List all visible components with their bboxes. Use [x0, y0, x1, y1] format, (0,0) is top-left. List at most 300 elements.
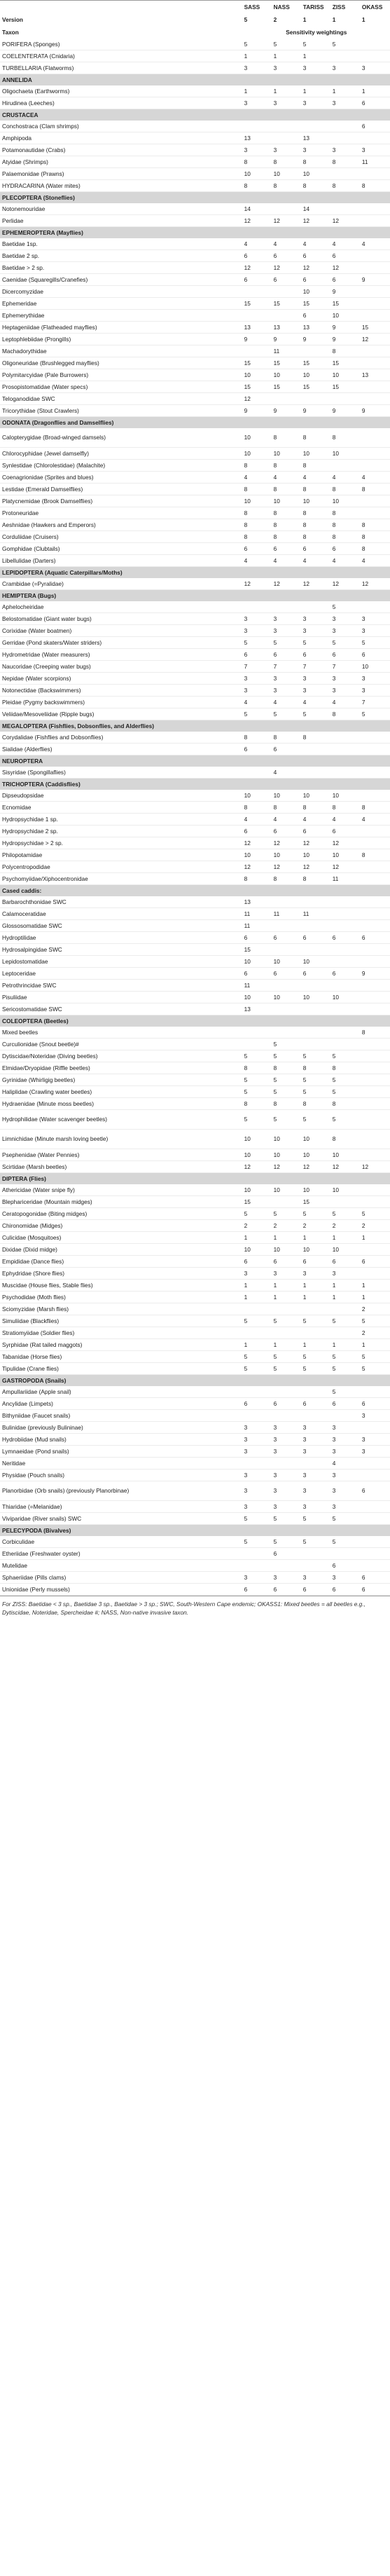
weight-cell: 8	[272, 802, 302, 814]
weight-cell: 10	[331, 992, 361, 1003]
taxon-cell: Oligoneuridae (Brushlegged mayflies)	[0, 357, 243, 369]
weight-cell: 12	[272, 215, 302, 227]
weight-cell: 10	[272, 495, 302, 507]
weight-cell: 8	[302, 1062, 331, 1074]
column-header: SASS	[243, 1, 272, 14]
weight-cell: 7	[361, 697, 390, 708]
weight-cell: 12	[331, 578, 361, 590]
weight-cell: 6	[243, 744, 272, 755]
weight-cell: 5	[272, 1536, 302, 1548]
weight-cell: 10	[331, 849, 361, 861]
weight-cell	[243, 286, 272, 298]
taxon-cell: Hydropsychidae 2 sp.	[0, 825, 243, 837]
weight-cell: 12	[272, 262, 302, 274]
taxon-cell: Hydraenidae (Minute moss beetles)	[0, 1098, 243, 1110]
weight-cell	[272, 944, 302, 956]
weight-cell	[361, 744, 390, 755]
weight-cell: 13	[361, 369, 390, 381]
weight-cell: 8	[302, 519, 331, 531]
weight-cell	[361, 1086, 390, 1098]
table-row	[0, 144, 390, 156]
weight-cell: 4	[361, 238, 390, 250]
weight-cell: 5	[302, 1513, 331, 1525]
weight-cell: 3	[272, 97, 302, 109]
weight-cell: 1	[243, 1280, 272, 1292]
weight-cell: 6	[243, 250, 272, 262]
taxon-cell: Naucoridae (Creeping water bugs)	[0, 661, 243, 673]
table-row	[0, 448, 390, 460]
weight-cell	[272, 601, 302, 613]
weight-cell: 6	[272, 825, 302, 837]
weight-cell: 11	[331, 873, 361, 885]
table-row	[0, 1501, 390, 1513]
table-row	[0, 767, 390, 779]
taxon-header-row	[0, 26, 390, 39]
weight-cell	[272, 310, 302, 322]
weight-cell: 8	[243, 180, 272, 192]
weight-cell: 3	[302, 673, 331, 685]
weight-cell: 3	[243, 613, 272, 625]
weight-cell	[302, 121, 331, 132]
weight-cell	[331, 1548, 361, 1560]
weight-cell	[361, 1422, 390, 1434]
table-row	[0, 1536, 390, 1548]
weight-cell: 5	[302, 1110, 331, 1130]
weight-cell	[302, 1458, 331, 1469]
group-label: EPHEMEROPTERA (Mayflies)	[0, 227, 390, 239]
weight-cell	[302, 1560, 331, 1572]
weight-cell: 10	[302, 1184, 331, 1196]
weight-cell: 3	[243, 625, 272, 637]
table-row	[0, 1481, 390, 1501]
weight-cell: 2	[302, 1220, 331, 1232]
weight-cell: 8	[302, 507, 331, 519]
weight-cell	[302, 345, 331, 357]
taxon-cell: Gyrinidae (Whirligig beetles)	[0, 1074, 243, 1086]
weight-cell: 8	[302, 428, 331, 448]
weight-cell: 1	[302, 1292, 331, 1303]
weight-cell: 4	[331, 814, 361, 825]
weight-cell	[361, 732, 390, 744]
weight-cell	[361, 601, 390, 613]
weight-cell: 6	[302, 825, 331, 837]
weight-cell: 3	[243, 1469, 272, 1481]
weight-cell	[361, 1130, 390, 1149]
table-row	[0, 507, 390, 519]
taxon-cell: Aeshnidae (Hawkers and Emperors)	[0, 519, 243, 531]
weight-cell: 2	[243, 1220, 272, 1232]
weight-cell: 3	[243, 97, 272, 109]
weight-cell: 10	[272, 448, 302, 460]
weight-cell	[272, 896, 302, 908]
weight-cell: 10	[331, 1184, 361, 1196]
weight-cell: 10	[302, 1149, 331, 1161]
weight-cell: 5	[243, 1536, 272, 1548]
taxon-cell: Muscidae (House flies, Stable flies)	[0, 1280, 243, 1292]
table-row	[0, 357, 390, 369]
table-row	[0, 1398, 390, 1410]
table-row	[0, 873, 390, 885]
weight-cell: 3	[302, 1469, 331, 1481]
weight-cell	[361, 310, 390, 322]
taxon-cell: PORIFERA (Sponges)	[0, 39, 243, 50]
weight-cell: 9	[361, 274, 390, 286]
weight-cell: 15	[243, 944, 272, 956]
column-header-row	[0, 1, 390, 14]
weight-cell: 3	[302, 1481, 331, 1501]
weight-cell: 4	[331, 238, 361, 250]
weight-cell	[302, 767, 331, 779]
weight-cell: 3	[272, 1446, 302, 1458]
weight-cell: 15	[272, 298, 302, 310]
weight-cell: 1	[302, 1232, 331, 1244]
weight-cell: 13	[302, 132, 331, 144]
weight-cell: 3	[331, 613, 361, 625]
taxon-cell: Pleidae (Pygmy backswimmers)	[0, 697, 243, 708]
weight-cell: 8	[302, 180, 331, 192]
weight-cell: 5	[272, 39, 302, 50]
weight-cell	[361, 393, 390, 405]
weight-cell: 9	[243, 405, 272, 417]
weight-cell: 1	[243, 85, 272, 97]
weight-cell: 8	[331, 1130, 361, 1149]
weight-cell	[361, 861, 390, 873]
table-row	[0, 1292, 390, 1303]
weight-cell	[331, 767, 361, 779]
table-row	[0, 62, 390, 74]
taxon-cell: Pisuliidae	[0, 992, 243, 1003]
group-header-row	[0, 227, 390, 239]
weight-cell: 10	[302, 956, 331, 968]
table-row	[0, 1232, 390, 1244]
weight-cell: 3	[302, 144, 331, 156]
weight-cell	[331, 1039, 361, 1050]
weight-cell: 3	[331, 685, 361, 697]
weight-cell: 12	[243, 1161, 272, 1173]
weight-cell	[302, 1548, 331, 1560]
table-row	[0, 1039, 390, 1050]
taxon-cell: Conchostraca (Clam shrimps)	[0, 121, 243, 132]
taxon-cell: Coenagrionidae (Sprites and blues)	[0, 472, 243, 484]
weight-cell	[361, 956, 390, 968]
table-row	[0, 944, 390, 956]
group-header-row	[0, 1173, 390, 1185]
weight-cell	[361, 1536, 390, 1548]
group-header-row	[0, 779, 390, 790]
weight-cell: 5	[272, 1363, 302, 1375]
taxon-cell: Haliplidae (Crawling water beetles)	[0, 1086, 243, 1098]
weight-cell: 8	[272, 460, 302, 472]
weight-cell: 3	[272, 1501, 302, 1513]
weight-cell	[331, 168, 361, 180]
weight-cell	[361, 767, 390, 779]
weight-cell: 3	[302, 613, 331, 625]
table-row	[0, 180, 390, 192]
version-number: 1	[331, 13, 361, 26]
weight-cell: 10	[243, 369, 272, 381]
weight-cell: 15	[331, 381, 361, 393]
table-row	[0, 601, 390, 613]
weight-cell: 9	[272, 334, 302, 345]
weight-cell: 6	[302, 543, 331, 555]
weight-cell: 3	[361, 1434, 390, 1446]
weight-cell	[361, 790, 390, 802]
weight-cell: 15	[243, 381, 272, 393]
taxon-cell: Sialidae (Alderflies)	[0, 744, 243, 755]
taxon-cell: Bulinidae (previously Bulininae)	[0, 1422, 243, 1434]
taxon-cell: Baetidae 2 sp.	[0, 250, 243, 262]
weight-cell	[243, 1303, 272, 1315]
table-row	[0, 685, 390, 697]
weight-cell: 6	[243, 825, 272, 837]
table-row	[0, 334, 390, 345]
weight-cell: 1	[272, 1232, 302, 1244]
taxon-cell: TURBELLARIA (Flatworms)	[0, 62, 243, 74]
weight-cell: 10	[243, 956, 272, 968]
weight-cell: 4	[272, 697, 302, 708]
table-row	[0, 980, 390, 992]
weight-cell: 5	[302, 1363, 331, 1375]
weight-cell: 5	[361, 1351, 390, 1363]
taxon-cell: Hydrobiidae (Mud snails)	[0, 1434, 243, 1446]
weight-cell: 3	[361, 62, 390, 74]
table-row	[0, 322, 390, 334]
weight-cell	[302, 1386, 331, 1398]
table-row	[0, 1327, 390, 1339]
weight-cell: 14	[302, 203, 331, 215]
weight-cell: 7	[243, 661, 272, 673]
table-row	[0, 1280, 390, 1292]
taxon-cell: Hydropsychidae > 2 sp.	[0, 837, 243, 849]
weight-cell: 10	[302, 790, 331, 802]
weight-cell: 1	[361, 1232, 390, 1244]
weight-cell: 3	[272, 1268, 302, 1280]
weight-cell: 12	[272, 837, 302, 849]
column-header: ZISS	[331, 1, 361, 14]
weight-cell: 4	[272, 472, 302, 484]
weight-cell: 15	[243, 1196, 272, 1208]
weight-cell: 2	[331, 1220, 361, 1232]
group-header-row	[0, 1375, 390, 1387]
table-row	[0, 1149, 390, 1161]
weight-cell: 5	[331, 1110, 361, 1130]
table-row	[0, 428, 390, 448]
weight-cell: 5	[302, 1315, 331, 1327]
table-row	[0, 393, 390, 405]
weight-cell: 12	[272, 1161, 302, 1173]
weight-cell: 11	[361, 156, 390, 168]
taxon-cell: Gerridae (Pond skaters/Water striders)	[0, 637, 243, 649]
weight-cell	[361, 298, 390, 310]
weight-cell: 12	[331, 215, 361, 227]
group-label: LEPIDOPTERA (Aquatic Caterpillars/Moths)	[0, 567, 390, 579]
weight-cell: 5	[302, 1351, 331, 1363]
weight-cell: 3	[302, 1572, 331, 1584]
weight-cell	[331, 944, 361, 956]
weight-cell	[361, 507, 390, 519]
taxon-cell: HYDRACARINA (Water mites)	[0, 180, 243, 192]
weight-cell: 4	[361, 555, 390, 567]
weight-cell: 15	[302, 357, 331, 369]
table-row	[0, 849, 390, 861]
weight-cell: 11	[243, 980, 272, 992]
weight-cell: 10	[302, 1244, 331, 1256]
taxon-cell: Psychodidae (Moth flies)	[0, 1292, 243, 1303]
weight-cell: 12	[272, 578, 302, 590]
table-row	[0, 1363, 390, 1375]
weight-cell: 3	[272, 1572, 302, 1584]
weight-cell: 6	[331, 649, 361, 661]
weight-cell: 10	[302, 849, 331, 861]
table-row	[0, 1268, 390, 1280]
weight-cell: 10	[331, 448, 361, 460]
weight-cell: 10	[302, 448, 331, 460]
weight-cell: 15	[361, 322, 390, 334]
weight-cell: 8	[302, 460, 331, 472]
table-row	[0, 968, 390, 980]
weight-cell	[243, 121, 272, 132]
weight-cell	[361, 250, 390, 262]
taxon-label: Taxon	[0, 26, 243, 39]
weight-cell	[243, 1548, 272, 1560]
version-number: 1	[361, 13, 390, 26]
weight-cell: 11	[243, 920, 272, 932]
weight-cell: 5	[331, 1351, 361, 1363]
weight-cell: 3	[243, 1572, 272, 1584]
weight-cell: 12	[243, 393, 272, 405]
weight-cell: 3	[361, 1410, 390, 1422]
weight-cell: 1	[272, 1280, 302, 1292]
taxon-cell: Chlorocyphidae (Jewel damselfly)	[0, 448, 243, 460]
weight-cell: 3	[243, 1422, 272, 1434]
weight-cell	[361, 1074, 390, 1086]
table-row	[0, 1315, 390, 1327]
weight-cell: 5	[272, 1050, 302, 1062]
taxon-cell: Protoneuridae	[0, 507, 243, 519]
table-row	[0, 405, 390, 417]
taxon-cell: Simuliidae (Blackflies)	[0, 1315, 243, 1327]
taxon-cell: Sphaeriidae (Pills clams)	[0, 1572, 243, 1584]
weight-cell: 3	[272, 1481, 302, 1501]
taxon-cell: Mixed beetles	[0, 1027, 243, 1039]
table-row	[0, 1208, 390, 1220]
weight-cell: 12	[331, 1161, 361, 1173]
weight-cell: 5	[361, 708, 390, 720]
taxon-cell: Polycentropodidae	[0, 861, 243, 873]
weight-cell	[331, 896, 361, 908]
weight-cell: 9	[302, 334, 331, 345]
weight-cell: 3	[331, 1481, 361, 1501]
table-row	[0, 578, 390, 590]
weight-cell: 9	[361, 968, 390, 980]
table-row	[0, 1256, 390, 1268]
weight-cell: 3	[302, 1422, 331, 1434]
weight-cell	[361, 944, 390, 956]
column-header: OKASS	[361, 1, 390, 14]
weight-cell	[361, 132, 390, 144]
weight-cell: 4	[302, 555, 331, 567]
table-row	[0, 673, 390, 685]
group-header-row	[0, 885, 390, 897]
weight-cell	[361, 992, 390, 1003]
weight-cell: 1	[302, 1339, 331, 1351]
weight-cell: 6	[302, 250, 331, 262]
weight-cell: 10	[302, 1130, 331, 1149]
table-row	[0, 484, 390, 495]
weight-cell: 8	[272, 732, 302, 744]
taxon-cell: Leptoceridae	[0, 968, 243, 980]
weight-cell: 8	[243, 1062, 272, 1074]
weight-cell: 1	[243, 1292, 272, 1303]
weight-cell: 8	[243, 802, 272, 814]
weight-cell: 3	[331, 625, 361, 637]
table-row	[0, 1572, 390, 1584]
weight-cell: 8	[331, 708, 361, 720]
weight-cell: 5	[361, 1315, 390, 1327]
weight-cell: 5	[302, 637, 331, 649]
taxon-cell: Belostomatidae (Giant water bugs)	[0, 613, 243, 625]
table-row	[0, 345, 390, 357]
weight-cell: 5	[272, 1074, 302, 1086]
taxon-cell: Platycnemidae (Brook Damselflies)	[0, 495, 243, 507]
weight-cell: 6	[361, 1256, 390, 1268]
column-header: TARISS	[302, 1, 331, 14]
table-row	[0, 1434, 390, 1446]
table-row	[0, 369, 390, 381]
weight-cell: 12	[302, 1161, 331, 1173]
weight-cell	[302, 920, 331, 932]
weight-cell	[361, 1039, 390, 1050]
weight-cell: 5	[243, 39, 272, 50]
weight-cell	[331, 980, 361, 992]
taxon-cell: Tabanidae (Horse flies)	[0, 1351, 243, 1363]
taxon-cell: Psephenidae (Water Pennies)	[0, 1149, 243, 1161]
weight-cell	[361, 1196, 390, 1208]
weight-cell: 8	[243, 1098, 272, 1110]
taxon-cell: Culicidae (Mosquitoes)	[0, 1232, 243, 1244]
weight-cell: 5	[302, 39, 331, 50]
weight-cell: 8	[272, 180, 302, 192]
weight-cell: 5	[361, 637, 390, 649]
weight-cell: 12	[331, 861, 361, 873]
weight-cell	[361, 1386, 390, 1398]
weight-cell	[361, 1184, 390, 1196]
weight-cell	[331, 956, 361, 968]
weight-cell	[361, 1110, 390, 1130]
weight-cell: 6	[243, 274, 272, 286]
weight-cell: 3	[331, 1422, 361, 1434]
weight-cell: 3	[272, 625, 302, 637]
group-header-row	[0, 417, 390, 429]
weight-cell: 4	[361, 814, 390, 825]
weight-cell: 4	[272, 767, 302, 779]
table-row	[0, 121, 390, 132]
weight-cell: 10	[331, 369, 361, 381]
taxon-cell: Aphelocheiridae	[0, 601, 243, 613]
weight-cell	[361, 168, 390, 180]
weight-cell: 1	[243, 1232, 272, 1244]
weight-cell: 1	[272, 85, 302, 97]
weight-cell: 6	[361, 649, 390, 661]
weight-cell	[361, 920, 390, 932]
taxon-cell: Mutelidae	[0, 1560, 243, 1572]
weight-cell	[302, 1039, 331, 1050]
weight-cell: 12	[331, 837, 361, 849]
weight-cell	[243, 1410, 272, 1422]
weight-cell: 9	[331, 286, 361, 298]
weight-cell: 10	[243, 495, 272, 507]
table-row	[0, 1584, 390, 1596]
